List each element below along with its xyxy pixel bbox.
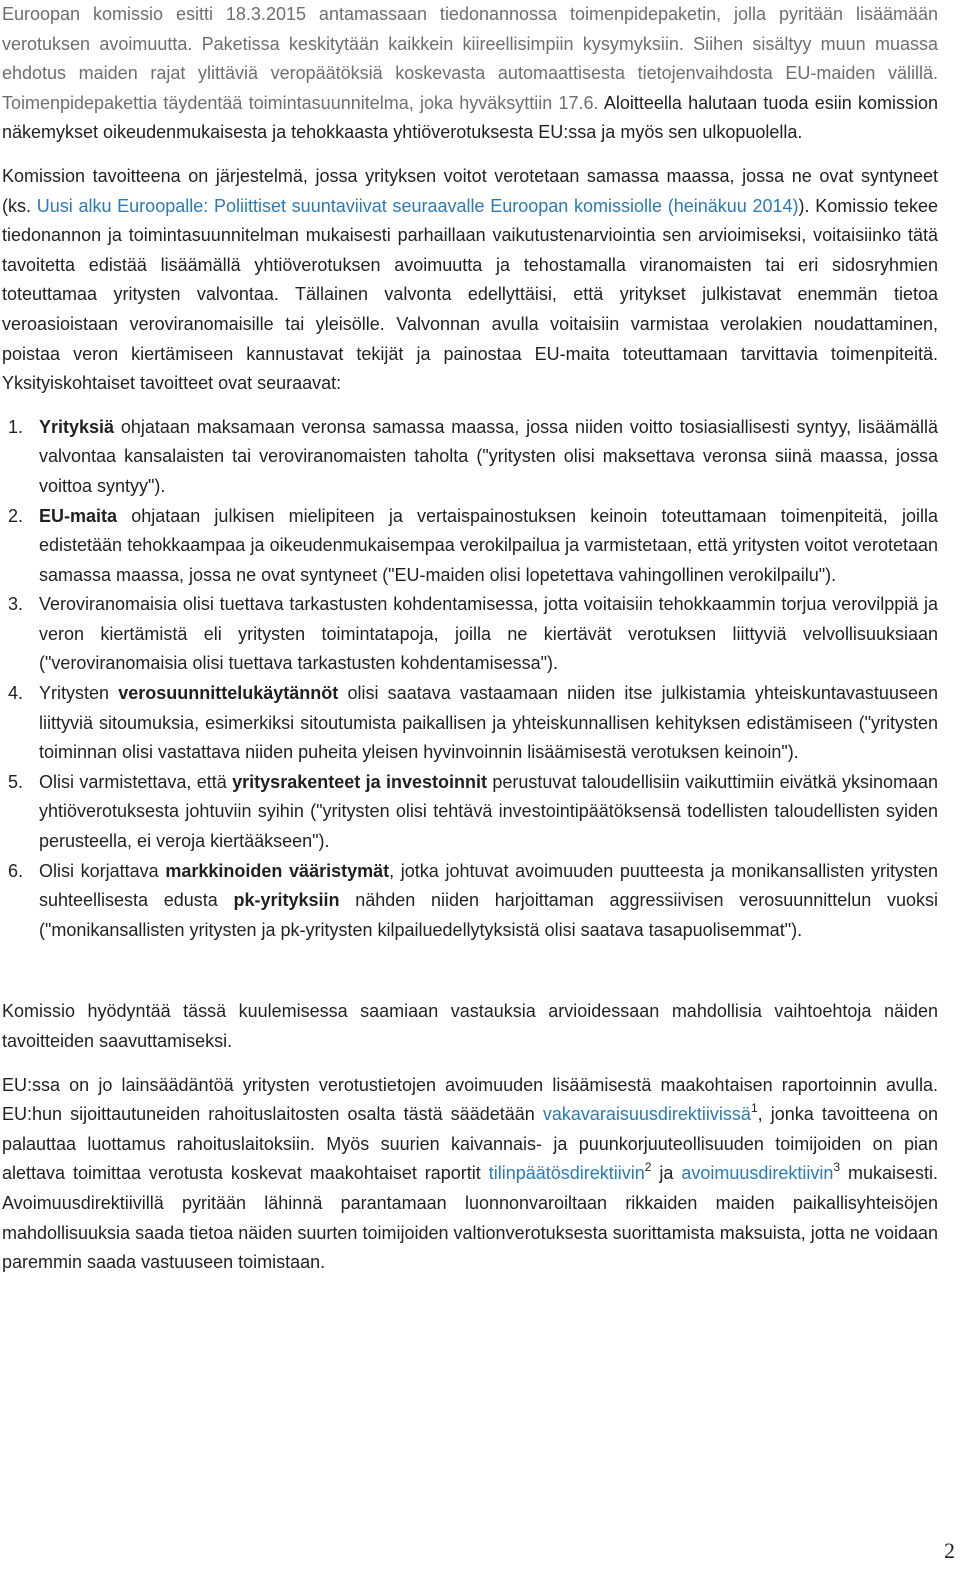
footnote-ref-2[interactable]: 2 [644, 1160, 652, 1175]
consultation-paragraph: Komissio hyödyntää tässä kuulemisessa saamiaan vastauksia arvioidessaan mahdollisia vaihtoehtoja näiden tavoitteiden saavuttamiseksi. [2, 1001, 938, 1051]
list-number: 5. [8, 771, 24, 792]
objectives-list [2, 413, 938, 946]
list-number: 1. [8, 416, 24, 437]
list-bold-text: yritysrakenteet ja investoinnit [232, 771, 487, 792]
legislation-text-4: mukaisesti. Avoimuusdirektiivillä pyritään lähinnä parantamaan luonnonvaroiltaan rikkaiden maiden paikallisyhteisöjen mahdollisuuksia saada tietoa näiden suurten toimijoiden valtionverotuksesta suorittamista maksuista, jotta ne voidaan paremmin saada vastuuseen toimistaan. [2, 1163, 939, 1273]
list-text: nähden niiden harjoittaman aggressiivisen verosuunnittelun vuoksi ("monikansallisten yritysten ja pk-yritysten kilpailuedellytyksistä olisi saatava tasapuolisemmat"). [39, 890, 938, 940]
list-item [2, 590, 938, 679]
document-body [2, 0, 938, 1278]
legislation-text-1: EU:ssa on jo lainsäädäntöä yritysten verotustietojen avoimuuden lisäämisestä maakohtaisen raportoinnin avulla. EU:hun sijoittautuneiden rahoituslaitosten osalta tästä säädetään [2, 1074, 938, 1125]
list-text: ohjataan maksamaan veronsa samassa maassa, jossa niiden voitto tosiasiallisesti syntyy, lisäämällä valvontaa kansalaisten tai veroviranomaisten taholta ("yritysten olisi maksettava veronsa siinä maassa, jossa voittoa syntyy"). [39, 416, 938, 496]
list-item [2, 502, 938, 591]
transparency-directive-link[interactable]: avoimuusdirektiivin [681, 1163, 834, 1184]
list-bold-text: verosuunnittelukäytännöt [118, 683, 339, 704]
list-text: Olisi varmistettava, että [39, 771, 233, 792]
goal-text-2: ). Komissio tekee tiedonannon ja toimintasuunnitelman mukaisesti parhaillaan vaikutustenarviointia sen arvioimiseksi, voitaisiinko tätä tavoitetta edistää lisäämällä yhtiöverotuksen avoimuutta ja tehostamalla viranomaisten tai eri sidosryhmien toteuttamaa yritysten valvontaa. Tällainen valvonta edellyttäisi, että yritykset julkistavat enemmän tietoa veroasioistaan veroviranomaisille tai yleisölle. Valvonnan avulla voitaisiin varmistaa verolakien noudattaminen, poistaa veron kiertämiseen kannustavat tekijät ja painostaa EU-maita toteuttamaan tarvittavia toimenpiteitä. Yksityiskohtaiset tavoitteet ovat seuraavat: [2, 195, 939, 394]
list-item [2, 679, 938, 768]
intro-text: Aloitteella halutaan tuoda esiin komission näkemykset oikeudenmukaisesta ja tehokkaasta yhtiöverotuksesta EU:ssa ja myös sen ulkopuolella. [2, 92, 939, 143]
list-text: , jotka johtuvat avoimuuden puutteesta ja monikansallisten yritysten suhteellisesta edusta [39, 860, 938, 911]
goal-text-1: Komission tavoitteena on järjestelmä, jossa yrityksen voitot verotetaan samassa maassa, jossa ne ovat syntyneet (ks. [2, 165, 938, 216]
list-item [2, 857, 938, 946]
list-bold-text: pk-yrityksiin [233, 890, 340, 911]
list-text: perustuvat taloudellisiin vaikuttimiin eivätkä yksinomaan yhtiöverotuksesta johtuviin syihin ("yritysten olisi tehtävä investointipäätöksensä todellisten taloudellisten syiden perusteella, ei veroja kiertääkseen"). [39, 771, 939, 852]
list-bold-text: EU-maita [39, 505, 118, 526]
list-text: ohjataan julkisen mielipiteen ja vertaispainostuksen keinoin toteuttamaan toimenpiteitä, joilla edistetään tehokkaampaa ja oikeudenmukaisempaa verokilpailua ja varmistetaan, että yritysten voitot verotetaan samassa maassa, jossa ne ovat syntyneet ("EU-maiden olisi lopetettava vahingollinen verokilpailu"). [39, 505, 938, 585]
list-number: 6. [8, 860, 24, 881]
intro-text-grey: Euroopan komissio esitti 18.3.2015 antamassaan tiedonannossa toimenpidepaketin, jolla pyritään lisäämään verotuksen avoimuutta. Paketissa keskitytään kaikkein kiireellisimpiin kysymyksiin. Siihen sisältyy muun muassa ehdotus maiden rajat ylittäviä veropäätöksiä koskevasta automaattisesta tietojenvaihdosta EU-maiden välillä. Toimenpidepakettia täydentää toimintasuunnitelma, joka hyväksyttiin 17.6. [2, 4, 938, 113]
list-number: 4. [8, 683, 24, 704]
accounting-directive-link[interactable]: tilinpäätösdirektiivin [488, 1163, 645, 1184]
page-number: 2 [944, 1538, 955, 1563]
legislation-text-3: ja [651, 1163, 682, 1184]
list-item [2, 413, 938, 502]
list-bold-text: markkinoiden vääristymät [165, 860, 390, 881]
list-bold-text: Yrityksiä [39, 416, 115, 437]
footnote-ref-1[interactable]: 1 [750, 1101, 758, 1116]
list-number: 2. [8, 505, 24, 526]
political-guidelines-link[interactable]: Uusi alku Euroopalle: Poliittiset suuntaviivat seuraavalle Euroopan komissiolle (heinäkuu 2014) [36, 195, 799, 216]
goal-paragraph [2, 162, 938, 399]
intro-paragraph [2, 0, 938, 148]
legislation-text-2: , jonka tavoitteena on palauttaa luottamus rahoituslaitoksiin. Myös suurien kaivannais- ja puunkorjuuteollisuuden toimijoiden on pian alettava toimittaa verotusta koskevat maakohtaiset raportit [2, 1104, 938, 1184]
capital-requirements-directive-link[interactable]: vakavaraisuusdirektiivissä [542, 1104, 751, 1125]
footnote-ref-3[interactable]: 3 [833, 1160, 841, 1175]
list-number: 3. [8, 594, 24, 615]
list-text: Yritysten [39, 683, 119, 704]
list-item [2, 768, 938, 857]
list-text: Olisi korjattava [39, 860, 166, 881]
legislation-paragraph [2, 1071, 938, 1278]
list-text: olisi saatava vastaamaan niiden itse julkistamia yhteiskuntavastuuseen liittyviä sitoumuksia, esimerkiksi sitoutumista paikallisen ja yhteiskunnallisen kehityksen edistämiseen ("yritysten toiminnan olisi vastattava niiden puheita yleisen hyvinvoinnin lisäämisestä verotuksen keinoin"). [39, 683, 938, 763]
list-text: Veroviranomaisia olisi tuettava tarkastusten kohdentamisessa, jotta voitaisiin tehokkaammin torjua verovilppiä ja veron kiertämistä eli yritysten toimintatapoja, joilla ne kiertävät verotuksen liittyviä velvollisuuksiaan ("veroviranomaisia olisi tuettava tarkastusten kohdentamisessa"). [39, 594, 938, 674]
